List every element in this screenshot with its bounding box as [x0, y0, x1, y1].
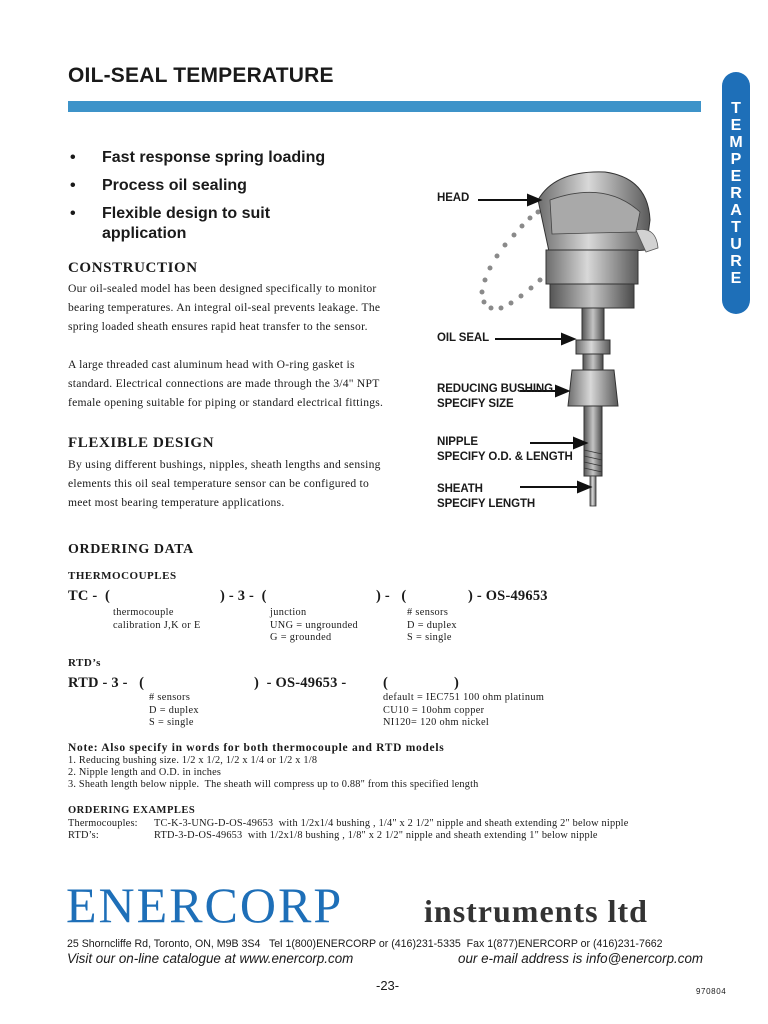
- rtd-element-options: default = IEC751 100 ohm platinum CU10 = 10ohm copper NI120= 120 ohm nickel: [383, 692, 545, 728]
- rtd-code-part: (: [383, 675, 389, 691]
- tc-junction-options: junction UNG = ungrounded G = grounded: [270, 607, 359, 643]
- document-number: 970804: [696, 987, 727, 996]
- tc-calibration-options: thermocouple calibration J,K or E: [113, 607, 201, 631]
- rtd-heading: RTD’s: [68, 657, 101, 669]
- rtd-code-part: ) - OS-49653 -: [254, 675, 347, 691]
- tab-letter: R: [730, 252, 742, 270]
- callout-sheath: SHEATH SPECIFY LENGTH: [437, 483, 536, 510]
- examples-heading: ORDERING EXAMPLES: [68, 805, 196, 816]
- enercorp-logo: ENERCORP: [66, 877, 344, 933]
- section-tab-temperature: [722, 72, 750, 314]
- tc-code-part: TC - (: [68, 588, 111, 604]
- bead-chain: [480, 210, 543, 311]
- list-item: [68, 148, 398, 168]
- rtd-sensor-options: # sensors D = duplex S = single: [149, 692, 199, 728]
- feature-text: Process oil sealing: [102, 177, 247, 194]
- email-link[interactable]: our e-mail address is info@enercorp.com: [458, 951, 704, 966]
- page-title: OIL-SEAL TEMPERATURE: [68, 64, 334, 87]
- callout-oil-seal: OIL SEAL: [437, 332, 490, 344]
- tab-letter: T: [731, 218, 741, 236]
- note-item: 1. Reducing bushing size. 1/2 x 1/2, 1/2 x 1/4 or 1/2 x 1/8: [68, 755, 318, 766]
- construction-heading: CONSTRUCTION: [68, 260, 198, 276]
- bullet-glyph: •: [70, 149, 76, 166]
- bullet-glyph: •: [70, 177, 76, 194]
- example-tc-label: Thermocouples:: [68, 818, 138, 829]
- tab-letter: T: [731, 99, 741, 117]
- tab-letter: E: [730, 269, 742, 287]
- note-item: 2. Nipple length and O.D. in inches: [68, 767, 222, 778]
- flexible-design-text: By using different bushings, nipples, sheath lengths and sensing elements this oil seal temperature sensor can be configured to meet most bearing temperature applications.: [68, 458, 381, 509]
- note-heading: Note: Also specify in words for both thermocouple and RTD models: [68, 742, 445, 754]
- enercorp-logo-subtitle: instruments ltd: [424, 893, 648, 929]
- construction-text-1: Our oil-sealed model has been designed specifically to monitor bearing temperatures. An integral oil-seal prevents leakage. The spring loaded sheath ensures rapid heat transfer to the sensor.: [68, 282, 381, 333]
- tab-letter: E: [730, 116, 742, 134]
- callout-reducing-bushing: REDUCING BUSHING SPECIFY SIZE: [437, 383, 553, 410]
- tc-code-part: ) - (: [376, 588, 407, 604]
- construction-text-2: A large threaded cast aluminum head with O-ring gasket is standard. Electrical connections are made through the 3/4" NPT female opening suitable for piping or standard electrical fittings.: [68, 358, 384, 409]
- feature-list: [68, 148, 398, 252]
- tab-letter: M: [729, 133, 743, 151]
- tab-letter: P: [730, 150, 742, 168]
- callout-head: HEAD: [437, 192, 470, 204]
- company-address: 25 Shorncliffe Rd, Toronto, ON, M9B 3S4 Tel 1(800)ENERCORP or (416)231-5335 Fax 1(877)ENERCORP or (416)231-7662: [67, 938, 663, 950]
- list-item: [68, 176, 398, 196]
- catalogue-link[interactable]: Visit our on-line catalogue at www.enercorp.com: [67, 951, 354, 966]
- ordering-heading: ORDERING DATA: [68, 542, 194, 557]
- tab-letter: A: [730, 201, 742, 219]
- tc-code-part: ) - OS-49653: [468, 588, 548, 604]
- thermocouples-heading: THERMOCOUPLES: [68, 570, 177, 582]
- tc-code-part: ) - 3 - (: [220, 588, 267, 604]
- feature-text: Flexible design to suit application: [102, 205, 271, 242]
- tab-letter: U: [730, 235, 742, 253]
- feature-text: Fast response spring loading: [102, 149, 326, 166]
- tab-letter: E: [730, 167, 742, 185]
- note-item: 3. Sheath length below nipple. The sheath will compress up to 0.88" from this specified length: [68, 779, 479, 790]
- rtd-code-part: RTD - 3 - (: [68, 675, 145, 691]
- bullet-glyph: •: [70, 205, 76, 222]
- rtd-code-part: ): [454, 675, 460, 691]
- tab-letter: R: [730, 184, 742, 202]
- tc-sensor-options: # sensors D = duplex S = single: [407, 607, 457, 643]
- page-number: -23-: [376, 978, 400, 993]
- callout-nipple: NIPPLE SPECIFY O.D. & LENGTH: [437, 436, 573, 463]
- title-underline-bar: [68, 101, 701, 112]
- example-rtd-text: RTD-3-D-OS-49653 with 1/2x1/8 bushing , 1/8" x 2 1/2" nipple and sheath extending 1" below nipple: [154, 830, 598, 841]
- flexible-design-heading: FLEXIBLE DESIGN: [68, 435, 215, 451]
- example-rtd-label: RTD’s:: [68, 830, 99, 841]
- example-tc-text: TC-K-3-UNG-D-OS-49653 with 1/2x1/4 bushing , 1/4" x 2 1/2" nipple and sheath extending 2" below nipple: [154, 818, 629, 829]
- list-item: [68, 204, 332, 244]
